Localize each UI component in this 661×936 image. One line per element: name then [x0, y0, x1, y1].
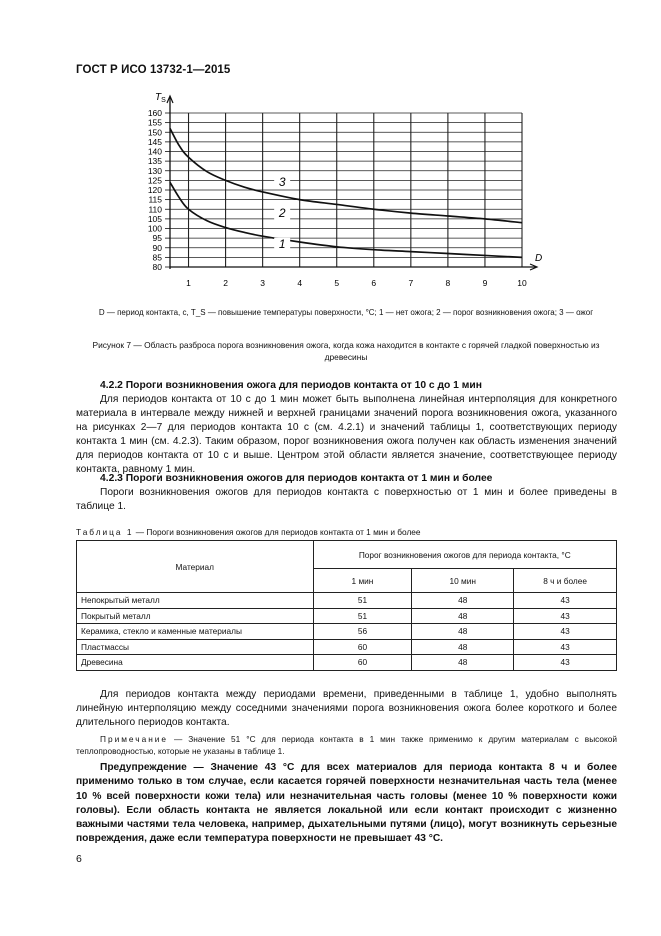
- table-row: [77, 655, 617, 671]
- x-tick-label: 6: [371, 278, 377, 288]
- note-text: — Значение 51 °C для периода контакта в 1 мин также применимо к другим материалам с высокой теплопроводностью, которые не указаны в таблице 1.: [76, 734, 617, 756]
- series-line-2: [170, 128, 522, 222]
- table-cell-value: 48: [412, 639, 514, 655]
- series-line-1: [170, 182, 522, 257]
- x-tick-label: 5: [334, 278, 340, 288]
- y-tick-label: 150: [147, 127, 162, 138]
- y-tick-label: 145: [147, 136, 162, 147]
- table-cell-material: Покрытый металл: [77, 608, 314, 624]
- table-cell-value: 43: [514, 624, 617, 640]
- table-row: [77, 624, 617, 640]
- document-header: ГОСТ Р ИСО 13732-1—2015: [76, 64, 231, 76]
- table-cell-value: 43: [514, 639, 617, 655]
- warning-paragraph: Предупреждение — Значение 43 °C для всех материалов для периода контакта 8 ч и более применимо только в том случае, если касается горячей поверхности незначительная часть тела (менее 10 % всей поверхности кожи тела) или незначительная часть головы (менее 10 % поверхности кожи головы). Если область контакта не является локальной или если контакт происходит с жизненно важными частями тела человека, например, дыхательными путями (лицо), могут возникнуть серьезные повреждения, даже если температура поверхности не превышает 43 °C.: [76, 762, 617, 845]
- table-caption-prefix: Таблица 1: [76, 527, 134, 537]
- table-cell-value: 43: [514, 655, 617, 671]
- region-label-2: 2: [278, 205, 286, 220]
- x-tick-label: 3: [260, 278, 265, 288]
- y-tick-label: 110: [148, 204, 162, 215]
- y-tick-label: 115: [148, 194, 162, 205]
- table-cell-material: Непокрытый металл: [77, 593, 314, 609]
- table-cell-material: Пластмассы: [77, 639, 314, 655]
- table-cell-value: 48: [412, 655, 514, 671]
- table-header-material: Материал: [77, 541, 314, 593]
- y-tick-label: 100: [147, 223, 162, 234]
- x-tick-label: 2: [223, 278, 228, 288]
- region-label-1: 1: [278, 236, 286, 251]
- section-paragraph-4-2-2: Для периодов контакта от 10 с до 1 мин может быть выполнена линейная интерполяция для конкретного материала в интервале между нижней и верхней границами значений порога возникновения ожога, указанного на рисунках 2—7 для периодов контакта 10 с (см. 4.2.1) и значений таблицы 1, соответствующих периоду контакта 1 мин (см. 4.2.3). Таким образом, порог возникновения ожога получен как область изменения значений для периодов контакта от 10 с и выше. Центром этой области является значение, соответствующее периоду контакта, равному 1 мин.: [76, 394, 617, 475]
- y-tick-label: 105: [147, 213, 162, 224]
- table-row: [77, 639, 617, 655]
- region-label-3: 3: [278, 175, 286, 190]
- chart-annotations: [274, 175, 290, 251]
- chart-ticks: [148, 108, 527, 288]
- table-cell-value: 48: [412, 593, 514, 609]
- burn-threshold-chart: [130, 84, 550, 299]
- page-number: 6: [76, 853, 82, 865]
- y-tick-label: 95: [152, 233, 162, 244]
- y-tick-label: 125: [147, 175, 162, 186]
- chart-grid: [170, 113, 522, 267]
- x-axis-label: D: [535, 253, 543, 264]
- interpolation-paragraph: Для периодов контакта между периодами времени, приведенными в таблице 1, удобно выполнять линейную интерполяцию между соседними значениями порога возникновения ожога более короткого и более длительного периодов контакта.: [76, 689, 617, 728]
- table-caption-text: — Пороги возникновения ожогов для периодов контакта от 1 мин и более: [133, 527, 421, 537]
- section-paragraph-4-2-3: Пороги возникновения ожогов для периодов контакта с поверхностью от 1 мин и более приведены в таблице 1.: [76, 487, 617, 512]
- table-subheader-10min: 10 мин: [412, 569, 514, 593]
- table-row: [77, 593, 617, 609]
- x-tick-label: 7: [408, 278, 414, 288]
- table-subheader-1min: 1 мин: [313, 569, 412, 593]
- note-prefix: Примечание: [100, 734, 169, 744]
- y-tick-label: 140: [147, 146, 162, 157]
- table-cell-value: 60: [313, 655, 412, 671]
- y-tick-label: 155: [147, 117, 162, 128]
- table-cell-value: 60: [313, 639, 412, 655]
- x-tick-label: 1: [186, 278, 191, 288]
- burn-threshold-table: [76, 540, 617, 671]
- table-cell-value: 56: [313, 624, 412, 640]
- table-cell-value: 51: [313, 593, 412, 609]
- table-cell-value: 43: [514, 593, 617, 609]
- table-cell-value: 48: [412, 608, 514, 624]
- table-caption: [76, 527, 421, 537]
- x-tick-label: 4: [297, 278, 303, 288]
- figure-caption: Рисунок 7 — Область разброса порога возникновения ожога, когда кожа находится в контакте с горячей гладкой поверхностью из древесины: [92, 340, 600, 362]
- table-cell-material: Древесина: [77, 655, 314, 671]
- y-axis-label: $T_S$: [155, 92, 166, 104]
- x-tick-label: 8: [445, 278, 451, 288]
- figure-legend: D — период контакта, с, T_S — повышение температуры поверхности, °C; 1 — нет ожога; 2 — порог возникновения ожога; 3 — ожог: [98, 308, 594, 317]
- y-tick-label: 85: [152, 252, 162, 263]
- section-heading-4-2-3: 4.2.3 Пороги возникновения ожогов для периодов контакта от 1 мин и более: [100, 473, 493, 484]
- table-row: [77, 608, 617, 624]
- table-cell-material: Керамика, стекло и каменные материалы: [77, 624, 314, 640]
- section-heading-4-2-2: 4.2.2 Пороги возникновения ожога для периодов контакта от 10 с до 1 мин: [100, 380, 482, 391]
- x-tick-label: 10: [517, 278, 527, 288]
- table-cell-value: 43: [514, 608, 617, 624]
- y-tick-label: 120: [147, 185, 162, 195]
- y-tick-label: 160: [147, 108, 162, 118]
- y-tick-label: 80: [152, 262, 162, 272]
- x-tick-label: 9: [482, 278, 488, 288]
- table-subheader-8h: 8 ч и более: [514, 569, 617, 593]
- table-cell-value: 48: [412, 624, 514, 640]
- y-tick-label: 130: [147, 165, 162, 176]
- table-cell-value: 51: [313, 608, 412, 624]
- y-tick-label: 135: [147, 156, 162, 167]
- table-note: [76, 733, 617, 757]
- y-tick-label: 90: [152, 242, 162, 253]
- table-header-threshold: Порог возникновения ожогов для периода контакта, °C: [313, 541, 616, 569]
- y-axis-label-subscript: S: [161, 97, 166, 104]
